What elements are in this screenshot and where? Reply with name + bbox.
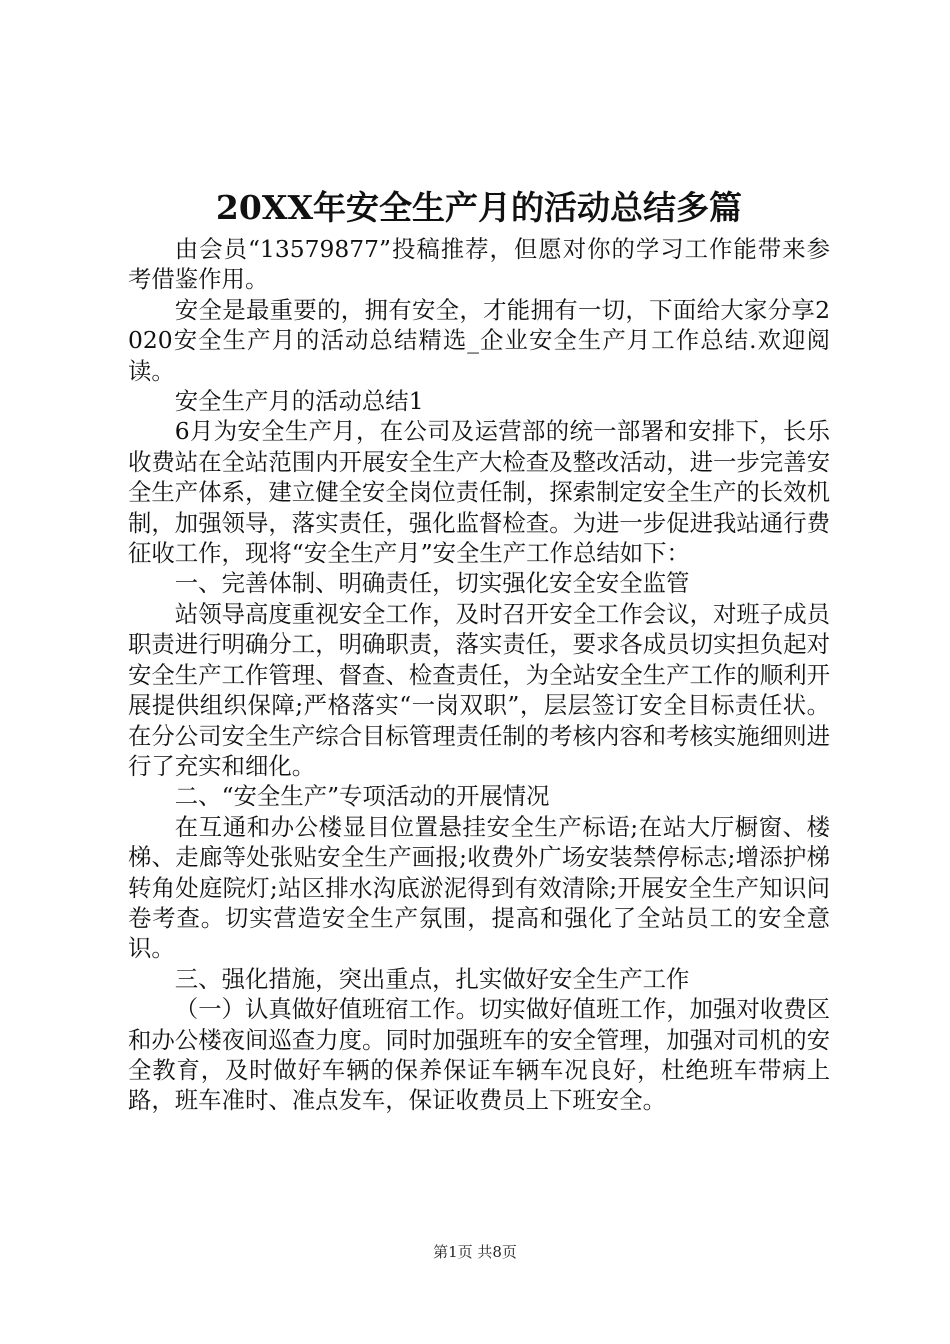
paragraph-heading-part-3: 三、强化措施，突出重点，扎实做好安全生产工作	[174, 964, 690, 993]
paragraph-overview: 6月为安全生产月，在公司及运营部的统一部署和安排下，长乐收费站在全站范围内开展安全生产大检查及整改活动，进一步完善安全生产体系，建立健全安全岗位责任制，探索制定安全生产的长效机制，加强领导，落实责任，强化监督检查。为进一步促进我站通行费征收工作，现将“安全生产月”安全生产工作总结如下：	[128, 417, 830, 568]
document-page	[128, 182, 830, 1116]
paragraph-contributor-note: 由会员“13579877”投稿推荐，但愿对你的学习工作能带来参考借鉴作用。	[128, 235, 830, 294]
page-number-footer: 第1页 共8页	[433, 1243, 517, 1261]
paragraph-part-2-body: 在互通和办公楼显目位置悬挂安全生产标语;在站大厅橱窗、楼梯、走廊等处张贴安全生产画报;收费外广场安装禁停标志;增添护梯转角处庭院灯;站区排水沟底淤泥得到有效清除;开展安全生产知识问卷考查。切实营造安全生产氛围，提高和强化了全站员工的安全意识。	[128, 812, 830, 963]
paragraph-heading-part-2: 二、“安全生产”专项活动的开展情况	[174, 782, 550, 811]
document-title: 20XX年安全生产月的活动总结多篇	[215, 188, 743, 227]
paragraph-part-3-body: （一）认真做好值班宿工作。切实做好值班工作，加强对收费区和办公楼夜间巡查力度。同时加强班车的安全管理，加强对司机的安全教育，及时做好车辆的保养保证车辆车况良好，杜绝班车带病上路，班车准时、准点发车，保证收费员上下班安全。	[128, 995, 830, 1115]
paragraph-section-heading-1: 安全生产月的活动总结1	[174, 387, 424, 416]
paragraph-part-1-body: 站领导高度重视安全工作，及时召开安全工作会议，对班子成员职责进行明确分工，明确职责，落实责任，要求各成员切实担负起对安全生产工作管理、督查、检查责任，为全站安全生产工作的顺利开展提供组织保障;严格落实“一岗双职”，层层签订安全目标责任状。在分公司安全生产综合目标管理责任制的考核内容和考核实施细则进行了充实和细化。	[128, 599, 830, 780]
paragraph-heading-part-1: 一、完善体制、明确责任，切实强化安全安全监管	[174, 569, 690, 598]
paragraph-intro: 安全是最重要的，拥有安全，才能拥有一切，下面给大家分享2020安全生产月的活动总结精选_企业安全生产月工作总结.欢迎阅读。	[128, 295, 830, 385]
